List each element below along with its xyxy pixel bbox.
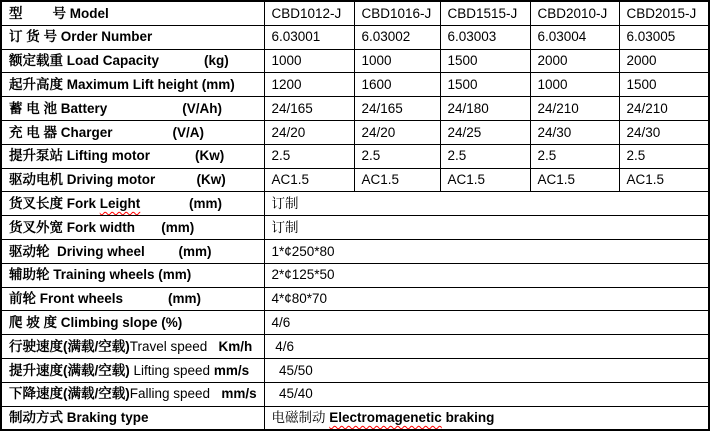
spec-row-braking-type [1,406,709,430]
spec-value-lifting-motor-col4: 2.5 [619,144,709,168]
spec-value-charger-col2: 24/25 [440,120,530,144]
spec-row-load-capacity [1,49,709,73]
spec-label-load-capacity [1,49,264,73]
spec-row-lifting-motor [1,144,709,168]
text-segment: braking [441,410,495,426]
misspelled-word: Electromagenetic [329,410,442,426]
text-segment: 蓄 电 池 Battery (V/Ah) [9,100,223,116]
text-segment: 型 号 Model [9,5,109,21]
spec-value-fork-length [264,192,709,216]
spec-label-driving-wheel [1,239,264,263]
spec-value-driving-motor-col1: AC1.5 [354,168,440,192]
text-segment: Falling speed [129,386,222,402]
text-segment: 充 电 器 Charger (V/A) [9,124,205,140]
spec-value-battery-col2: 24/180 [440,97,530,121]
spec-row-model [1,1,709,25]
spec-value-driving-motor-col0: AC1.5 [264,168,354,192]
text-segment: 2*¢125*50 [271,267,335,283]
spec-row-travel-speed [1,335,709,359]
text-segment: Km/h [218,338,253,354]
spec-value-battery-col1: 24/165 [354,97,440,121]
spec-label-fork-width [1,216,264,240]
spec-value-lift-height-col0: 1200 [264,73,354,97]
spec-value-load-capacity-col1: 1000 [354,49,440,73]
text-segment: Lifting speed [133,362,214,378]
spec-value-climbing-slope [264,311,709,335]
text-segment: 45/40 [271,386,313,402]
spec-row-charger [1,120,709,144]
spec-row-front-wheels [1,287,709,311]
spec-row-training-wheels [1,263,709,287]
spec-value-lifting-motor-col0: 2.5 [264,144,354,168]
spec-row-order-number [1,25,709,49]
text-segment: 货叉长度 Fork [9,196,100,212]
spec-value-order-number-col4: 6.03005 [619,25,709,49]
spec-value-lift-height-col3: 1000 [530,73,619,97]
text-segment: 4/6 [271,315,291,330]
text-segment: 下降速度(满载/空载) [9,386,130,402]
text-segment: 4*¢80*70 [271,291,328,307]
text-segment: 爬 坡 度 Climbing slope (%) [9,315,183,330]
text-segment: mm/s [221,386,257,402]
spec-value-model-col2: CBD1515-J [440,1,530,25]
spec-value-driving-motor-col4: AC1.5 [619,168,709,192]
spec-value-lifting-speed [264,358,709,382]
spec-value-front-wheels [264,287,709,311]
spec-value-model-col3: CBD2010-J [530,1,619,25]
spec-value-training-wheels [264,263,709,287]
spec-value-travel-speed [264,335,709,359]
spec-value-order-number-col0: 6.03001 [264,25,354,49]
spec-row-fork-length [1,192,709,216]
spec-table-body [1,1,709,430]
spec-value-load-capacity-col3: 2000 [530,49,619,73]
text-segment: 提升泵站 Lifting motor (Kw) [9,148,225,164]
spec-value-charger-col4: 24/30 [619,120,709,144]
text-segment: 制动方式 Braking type [9,410,149,426]
spec-label-falling-speed [1,382,264,406]
spec-value-lift-height-col1: 1600 [354,73,440,97]
spec-row-fork-width [1,216,709,240]
spec-label-driving-motor [1,168,264,192]
spec-value-falling-speed [264,382,709,406]
spec-row-lift-height [1,73,709,97]
spec-value-model-col1: CBD1016-J [354,1,440,25]
text-segment: 行驶速度(满载/空载) [9,338,130,354]
spec-value-order-number-col2: 6.03003 [440,25,530,49]
text-segment: 驱动轮 Driving wheel (mm) [9,243,212,259]
spec-label-climbing-slope [1,311,264,335]
spec-label-model [1,1,264,25]
spec-label-lift-height [1,73,264,97]
text-segment: 额定载重 Load Capacity (kg) [9,53,229,69]
spec-label-travel-speed [1,335,264,359]
spec-value-driving-wheel [264,239,709,263]
text-segment: 订制 [271,196,299,212]
spec-value-lifting-motor-col3: 2.5 [530,144,619,168]
spec-row-driving-wheel [1,239,709,263]
text-segment: 1*¢250*80 [271,243,335,259]
spec-value-battery-col0: 24/165 [264,97,354,121]
text-segment: mm/s [213,362,250,378]
text-segment: 起升高度 Maximum Lift height (mm) [9,77,235,93]
spec-label-lifting-speed [1,358,264,382]
spec-value-battery-col4: 24/210 [619,97,709,121]
text-segment: 电磁制动 [271,410,330,426]
text-segment: Travel speed [129,338,219,354]
spec-value-load-capacity-col4: 2000 [619,49,709,73]
misspelled-word: Leight [99,196,141,212]
spec-label-battery [1,97,264,121]
spec-value-lift-height-col4: 1500 [619,73,709,97]
spec-value-battery-col3: 24/210 [530,97,619,121]
text-segment: (mm) [140,196,223,212]
spec-value-lift-height-col2: 1500 [440,73,530,97]
spec-label-fork-length [1,192,264,216]
spec-value-model-col0: CBD1012-J [264,1,354,25]
text-segment: 4/6 [271,338,295,354]
text-segment: 辅助轮 Training wheels (mm) [9,267,192,283]
spec-label-lifting-motor [1,144,264,168]
spec-value-load-capacity-col0: 1000 [264,49,354,73]
spec-value-charger-col0: 24/20 [264,120,354,144]
spec-row-driving-motor [1,168,709,192]
spec-value-fork-width [264,216,709,240]
text-segment: 驱动电机 Driving motor (Kw) [9,172,226,188]
spec-value-order-number-col3: 6.03004 [530,25,619,49]
spec-value-load-capacity-col2: 1500 [440,49,530,73]
spec-value-lifting-motor-col2: 2.5 [440,144,530,168]
spec-row-climbing-slope [1,311,709,335]
spec-label-order-number [1,25,264,49]
text-segment: 订制 [271,219,299,235]
spec-value-lifting-motor-col1: 2.5 [354,144,440,168]
spec-value-order-number-col1: 6.03002 [354,25,440,49]
text-segment: 45/50 [271,362,313,378]
spec-value-braking-type [264,406,709,430]
spec-row-battery [1,97,709,121]
spec-label-charger [1,120,264,144]
text-segment: 提升速度(满载/空载) [9,362,134,378]
spec-value-charger-col1: 24/20 [354,120,440,144]
text-segment: 货叉外宽 Fork width (mm) [9,219,195,235]
text-segment: 前轮 Front wheels (mm) [9,291,202,307]
spec-label-training-wheels [1,263,264,287]
spec-value-driving-motor-col2: AC1.5 [440,168,530,192]
spec-label-front-wheels [1,287,264,311]
spec-value-driving-motor-col3: AC1.5 [530,168,619,192]
spec-row-falling-speed [1,382,709,406]
spec-value-charger-col3: 24/30 [530,120,619,144]
spec-value-model-col4: CBD2015-J [619,1,709,25]
spec-row-lifting-speed [1,358,709,382]
spec-label-braking-type [1,406,264,430]
text-segment: 订 货 号 Order Number [9,29,153,45]
